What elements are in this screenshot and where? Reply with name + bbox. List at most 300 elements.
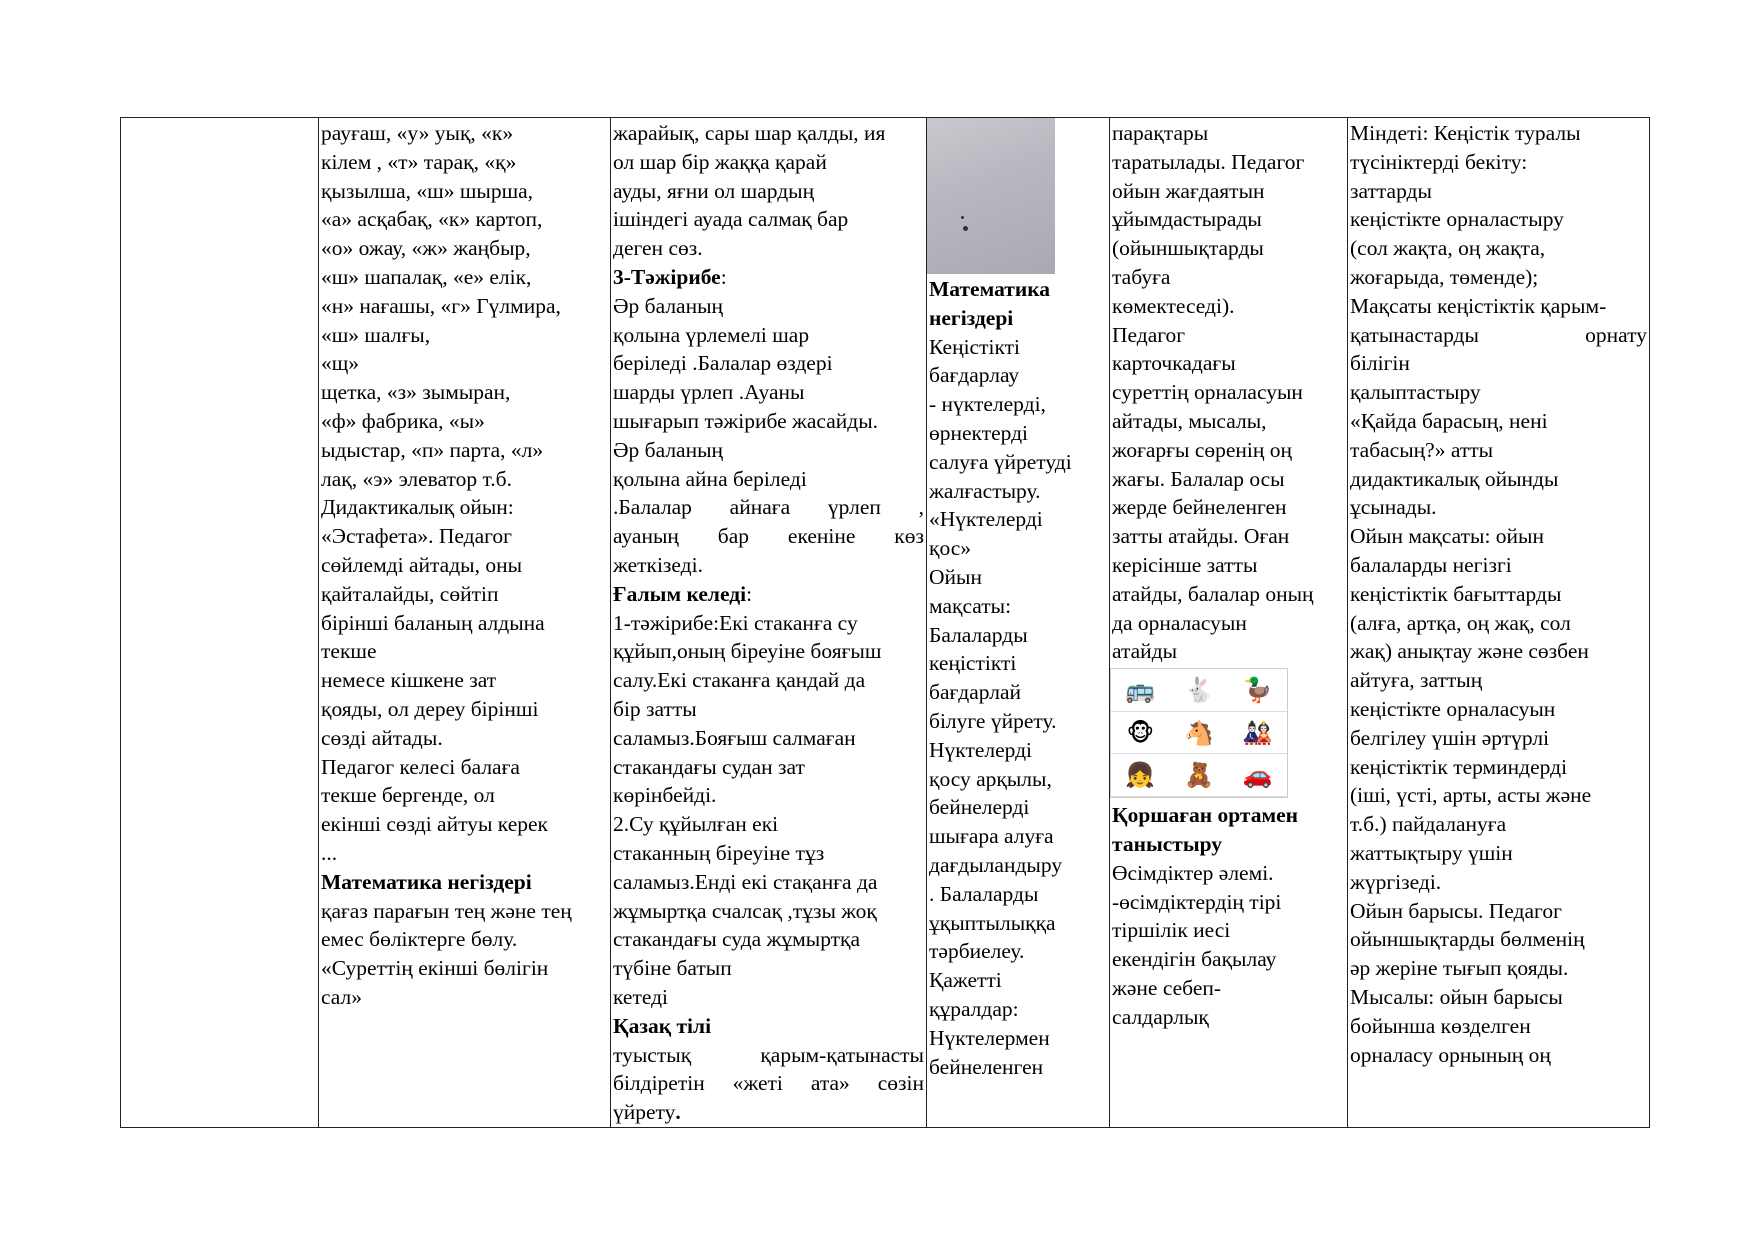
- line-text: ыдыстар, «п» парта, «л»: [321, 437, 544, 462]
- table-row: [121, 118, 1650, 1128]
- line-text: жоғарғы сөренің оң: [1112, 437, 1293, 462]
- line-text: ішіндегі ауада салмақ бар: [613, 207, 849, 232]
- text-line: [613, 724, 924, 753]
- text-line: [929, 765, 1107, 794]
- line-text: да орналасуын: [1112, 610, 1247, 635]
- line-text: саламыз.Енді екі стақанға да: [613, 869, 878, 894]
- line-text: белгілеу үшін әртүрлі: [1350, 725, 1550, 750]
- line-text: жерде бейнеленген: [1112, 495, 1287, 520]
- line-text: дағдыландыру: [929, 852, 1063, 877]
- line-text: мақсаты:: [929, 593, 1012, 618]
- line-text: керісінше затты: [1112, 552, 1258, 577]
- line-text: сөйлемді айтады, оны: [321, 552, 523, 577]
- text-line: [929, 678, 1107, 707]
- text-line: [929, 937, 1107, 966]
- line-text: салуға үйретуді: [929, 449, 1072, 474]
- text-line: [1112, 465, 1345, 494]
- text-line: [1350, 493, 1647, 522]
- line-text: «Қайда барасың, нені: [1350, 408, 1548, 433]
- text-line: [321, 839, 608, 868]
- line-text: саламыз.Бояғыш салмаған: [613, 725, 856, 750]
- line-text: (іші, үсті, арты, асты және: [1350, 783, 1592, 808]
- text-line: [1112, 637, 1345, 666]
- text-line: [1112, 436, 1345, 465]
- text-line: [613, 378, 924, 407]
- text-line: [613, 436, 924, 465]
- line-text: туыстық қарым-қатынасты: [613, 1042, 924, 1067]
- text-line: [613, 897, 924, 926]
- line-text: бейнеленген: [929, 1054, 1044, 1079]
- text-line: [613, 205, 924, 234]
- line-text: түбіне батып: [613, 956, 732, 981]
- text-line: [1112, 493, 1345, 522]
- text-line: [321, 205, 608, 234]
- line-text: Ойын барысы. Педагог: [1350, 898, 1562, 923]
- text-line: [321, 781, 608, 810]
- text-line: [1350, 1041, 1647, 1070]
- text-line: [1350, 839, 1647, 868]
- text-line: [929, 275, 1107, 304]
- cheburashka-toy-icon: 🐵: [1111, 712, 1170, 755]
- line-text: ұсынады.: [1350, 495, 1437, 520]
- text-line: [1350, 580, 1647, 609]
- text-line: [613, 493, 924, 522]
- text-line: [1350, 983, 1647, 1012]
- text-line: [321, 810, 608, 839]
- empty-cell: [121, 118, 319, 1128]
- line-text: құйып,оның біреуіне бояғыш: [613, 639, 882, 664]
- text-line: [1112, 119, 1345, 148]
- text-line: [929, 361, 1107, 390]
- line-text: балаларды негізгі: [1350, 552, 1512, 577]
- text-line: [321, 954, 608, 983]
- line-text: Математика: [929, 277, 1051, 301]
- cell-col5: [1110, 118, 1348, 1128]
- line-text: «о» ожау, «ж» жаңбыр,: [321, 236, 531, 261]
- line-text: тәрбиелеу.: [929, 939, 1025, 964]
- text-line: [1112, 580, 1345, 609]
- line-text: бір затты: [613, 696, 697, 721]
- line-text: Математика негіздері: [321, 869, 532, 894]
- text-line: [1112, 830, 1345, 859]
- line-text: емес бөліктерге бөлу.: [321, 927, 518, 952]
- line-text: :: [746, 581, 753, 606]
- text-line: [1350, 810, 1647, 839]
- text-line: [1350, 119, 1647, 148]
- text-line: [613, 954, 924, 983]
- text-line: [613, 349, 924, 378]
- text-line: [613, 234, 924, 263]
- text-line: [613, 868, 924, 897]
- line-text: таныстыру: [1112, 831, 1223, 856]
- text-line: [1350, 522, 1647, 551]
- text-line: [929, 477, 1107, 506]
- line-text: Мақсаты кеңістіктік қарым-: [1350, 293, 1607, 318]
- text-line: [1350, 205, 1647, 234]
- text-line: [929, 736, 1107, 765]
- line-text: табуға: [1112, 264, 1171, 289]
- line-text: білігін: [1350, 351, 1410, 376]
- line-text: Қажетті: [929, 968, 1002, 993]
- line-text: немесе кішкене зат: [321, 668, 497, 693]
- text-line: [613, 1041, 924, 1070]
- text-line: [613, 609, 924, 638]
- line-text: жақ) анықтау және сөзбен: [1350, 639, 1589, 664]
- text-line: [929, 995, 1107, 1024]
- line-text: сөзді айтады.: [321, 725, 443, 750]
- line-text: ауаның бар екеніне көз: [613, 524, 924, 549]
- label-sep: :: [720, 264, 727, 289]
- line-text: көрінбейді.: [613, 783, 717, 808]
- line-text: .Балалар айнаға үрлеп ,: [613, 495, 924, 520]
- text-line: [1112, 522, 1345, 551]
- line-text: бірінші баланың алдына: [321, 610, 545, 635]
- text-line: [929, 448, 1107, 477]
- line-text: қосу арқылы,: [929, 766, 1052, 791]
- text-line: [929, 1024, 1107, 1053]
- text-line: [929, 1053, 1107, 1082]
- line-text: жеткізеді.: [613, 552, 703, 577]
- line-text: Кеңістікті: [929, 334, 1020, 359]
- line-text: Ойын мақсаты: ойын: [1350, 524, 1544, 549]
- text-line: [929, 534, 1107, 563]
- balloon-experiment-photo: [927, 118, 1056, 274]
- line-text: т.б.) пайдалануға: [1350, 812, 1507, 837]
- bear-toy-icon: 🧸: [1170, 754, 1229, 797]
- text-line: [1112, 205, 1345, 234]
- line-text: сал»: [321, 984, 363, 1009]
- line-text: «Эстафета». Педагог: [321, 524, 512, 549]
- text-line: [1350, 321, 1647, 350]
- girl-toy-icon: 👧: [1111, 754, 1170, 797]
- text-line: [321, 292, 608, 321]
- line-text: деген сөз.: [613, 236, 703, 261]
- plan-table: [120, 117, 1650, 1128]
- line-text: көмектеседі).: [1112, 293, 1235, 318]
- text-line: [613, 119, 924, 148]
- line-text: салдарлық: [1112, 1004, 1209, 1029]
- line-text: Қоршаған ортамен: [1112, 803, 1299, 828]
- line-text: қайталайды, сөйтіп: [321, 581, 499, 606]
- line-text: екендігін бақылау: [1112, 947, 1277, 972]
- line-text: ұқыптылыққа: [929, 910, 1056, 935]
- text-line: [1350, 753, 1647, 782]
- line-text: заттарды: [1350, 178, 1432, 203]
- text-line: [321, 465, 608, 494]
- line-text: жарайық, сары шар қалды, ия: [613, 121, 886, 145]
- text-line: [1112, 551, 1345, 580]
- text-line: [929, 822, 1107, 851]
- line-text: қолына үрлемелі шар: [613, 322, 810, 347]
- text-line: [613, 1098, 924, 1127]
- text-line: [929, 592, 1107, 621]
- car-toy-icon: 🚗: [1228, 754, 1287, 797]
- line-text: кеңістіктік бағыттарды: [1350, 581, 1562, 606]
- line-text: қағаз парағын тең және тең: [321, 898, 572, 923]
- text-line: [613, 1069, 924, 1098]
- line-text: таратылады. Педагог: [1112, 149, 1305, 174]
- line-text: «Суреттің екінші бөлігін: [321, 956, 549, 981]
- line-text: Қазақ тілі: [613, 1013, 712, 1038]
- text-line: [1350, 349, 1647, 378]
- text-line: [321, 119, 608, 148]
- line-text: Міндеті: Кеңістік туралы: [1350, 121, 1581, 145]
- text-line: [1350, 609, 1647, 638]
- text-line: [1350, 263, 1647, 292]
- duck-toy-icon: 🦆: [1228, 669, 1287, 712]
- text-line: [1112, 1003, 1345, 1032]
- text-line: [1112, 177, 1345, 206]
- text-line: [1350, 177, 1647, 206]
- line-tail: .: [675, 1100, 681, 1125]
- line-text: қатынастарды орнату: [1350, 322, 1647, 347]
- text-line: [1112, 349, 1345, 378]
- text-line: [929, 304, 1107, 333]
- line-text: Педагог: [1112, 322, 1186, 347]
- line-text: үйрету: [613, 1100, 676, 1125]
- line-text: қалыптастыру: [1350, 380, 1481, 405]
- line-text: суреттің орналасуын: [1112, 380, 1303, 405]
- text-line: [321, 522, 608, 551]
- text-line: [1350, 637, 1647, 666]
- text-line: [613, 522, 924, 551]
- text-line: [1350, 436, 1647, 465]
- line-text: дидактикалық ойынды: [1350, 466, 1559, 491]
- line-text: бойынша көзделген: [1350, 1013, 1531, 1038]
- text-line: [1112, 234, 1345, 263]
- line-text: табасың?» атты: [1350, 437, 1494, 462]
- text-line: [321, 925, 608, 954]
- line-text: қос»: [929, 536, 972, 561]
- line-text: кетеді: [613, 984, 669, 1009]
- text-line: [1112, 916, 1345, 945]
- text-line: [1112, 378, 1345, 407]
- text-line: [1350, 234, 1647, 263]
- text-line: [321, 983, 608, 1012]
- line-text: және себеп-: [1112, 975, 1222, 1000]
- line-text: жағы. Балалар осы: [1112, 466, 1285, 491]
- text-line: [1350, 551, 1647, 580]
- line-text: қызылша, «ш» шырша,: [321, 178, 534, 203]
- text-line: [929, 851, 1107, 880]
- text-line: [613, 580, 924, 609]
- line-text: рауғаш, «у» уық, «к»: [321, 121, 514, 145]
- line-text: қолына айна беріледі: [613, 466, 807, 491]
- line-text: кеңістікте орналастыру: [1350, 207, 1564, 232]
- line-text: салу.Екі стаканға қандай да: [613, 668, 866, 693]
- line-text: «н» нағашы, «г» Гүлмира,: [321, 293, 561, 318]
- line-text: ол шар бір жаққа қарай: [613, 149, 827, 174]
- text-line: [321, 407, 608, 436]
- text-line: [613, 753, 924, 782]
- line-text: ауды, яғни ол шардың: [613, 178, 815, 203]
- line-text: Әр баланың: [613, 437, 724, 462]
- text-line: [929, 649, 1107, 678]
- line-text: айтады, мысалы,: [1112, 408, 1267, 433]
- line-text: ұйымдастырады: [1112, 207, 1262, 232]
- text-line: [321, 493, 608, 522]
- line-text: Балаларды: [929, 622, 1028, 647]
- text-line: [929, 909, 1107, 938]
- line-text: Нүктелермен: [929, 1025, 1050, 1050]
- line-text: Өсімдіктер әлемі.: [1112, 860, 1274, 885]
- line-text: стакандағы судан зат: [613, 754, 805, 779]
- text-line: [321, 637, 608, 666]
- text-line: [1112, 292, 1345, 321]
- line-text: «щ»: [321, 351, 360, 376]
- line-text: атайды: [1112, 639, 1178, 664]
- line-text: екінші сөзді айтуы керек: [321, 812, 548, 837]
- line-text: білуге үйрету.: [929, 708, 1057, 733]
- text-line: [1350, 148, 1647, 177]
- line-text: «ш» шапалақ, «е» елік,: [321, 264, 532, 289]
- text-line: [929, 966, 1107, 995]
- line-text: жүргізеді.: [1350, 869, 1442, 894]
- line-text: бейнелерді: [929, 795, 1030, 820]
- text-line: [929, 390, 1107, 419]
- text-line: [613, 407, 924, 436]
- line-text: айтуға, заттың: [1350, 668, 1483, 693]
- text-line: [1350, 407, 1647, 436]
- bunny-toy-icon: 🐇: [1170, 669, 1229, 712]
- line-text: «ф» фабрика, «ы»: [321, 408, 485, 433]
- text-line: [1350, 781, 1647, 810]
- line-text: текше: [321, 639, 377, 664]
- text-line: [1350, 1012, 1647, 1041]
- line-text: ойыншықтарды бөлменің: [1350, 927, 1585, 952]
- line-text: жаттықтыру үшін: [1350, 840, 1513, 865]
- line-text: щетка, «з» зымыран,: [321, 380, 511, 405]
- line-text: кеңістікті: [929, 651, 1017, 676]
- text-line: [1350, 925, 1647, 954]
- line-text: стаканның біреуіне тұз: [613, 840, 825, 865]
- cell-col4: [927, 118, 1110, 1128]
- line-text: құралдар:: [929, 996, 1019, 1021]
- text-line: [1112, 321, 1345, 350]
- text-line: [1112, 974, 1345, 1003]
- text-line: [613, 1012, 924, 1041]
- text-line: [613, 148, 924, 177]
- cell-col6: [1348, 118, 1650, 1128]
- text-line: [1112, 888, 1345, 917]
- cell-col2: [319, 118, 611, 1128]
- text-line: [321, 897, 608, 926]
- line-text: «Нүктелерді: [929, 507, 1043, 532]
- text-line: [929, 707, 1107, 736]
- line-text: «ш» шалғы,: [321, 322, 431, 347]
- line-text: қояды, ол дереу бірінші: [321, 696, 539, 721]
- text-line: [1350, 695, 1647, 724]
- line-text: әр жеріне тығып қояды.: [1350, 956, 1569, 981]
- line-text: лақ, «э» элеватор т.б.: [321, 466, 512, 491]
- line-text: бағдарлай: [929, 680, 1022, 705]
- text-line: [613, 666, 924, 695]
- line-text: жалғастыру.: [929, 478, 1041, 503]
- text-line: [613, 839, 924, 868]
- line-text: білдіретін «жеті ата» сөзін: [613, 1071, 924, 1096]
- text-line: [321, 436, 608, 465]
- text-line: [321, 378, 608, 407]
- text-line: [1112, 263, 1345, 292]
- text-line: [1350, 868, 1647, 897]
- text-line: [613, 321, 924, 350]
- text-line: [321, 724, 608, 753]
- line-text: карточкадағы: [1112, 351, 1236, 376]
- text-line: [929, 419, 1107, 448]
- text-line: [1112, 148, 1345, 177]
- text-line: [929, 563, 1107, 592]
- line-text: ойын жағдаятын: [1112, 178, 1265, 203]
- line-text: парақтары: [1112, 121, 1209, 145]
- line-text: Педагог келесі балаға: [321, 754, 520, 779]
- text-line: [929, 505, 1107, 534]
- text-line: [321, 234, 608, 263]
- text-line: [1350, 954, 1647, 983]
- line-text: - нүктелерді,: [929, 392, 1046, 417]
- line-text: (алға, артқа, оң жақ, сол: [1350, 610, 1571, 635]
- line-text: түсініктерді бекіту:: [1350, 149, 1528, 174]
- line-text: Нүктелерді: [929, 737, 1033, 762]
- line-text: өрнектерді: [929, 420, 1029, 445]
- line-text: Әр баланың: [613, 293, 724, 318]
- text-line: [1112, 859, 1345, 888]
- line-text: 1-тәжірибе:Екі стаканға су: [613, 610, 858, 635]
- text-line: [321, 321, 608, 350]
- text-line: [1112, 801, 1345, 830]
- text-line: [613, 810, 924, 839]
- text-line: [1350, 666, 1647, 695]
- text-line: [1350, 465, 1647, 494]
- text-line: [1350, 897, 1647, 926]
- text-line: [929, 333, 1107, 362]
- line-text: негіздері: [929, 305, 1014, 330]
- line-text: бағдарлау: [929, 363, 1020, 388]
- line-text: шығарып тәжірибе жасайды.: [613, 408, 879, 433]
- text-line: [321, 148, 608, 177]
- text-line: [321, 349, 608, 378]
- text-line: [613, 983, 924, 1012]
- line-text: жұмыртқа счалсақ ,тұзы жоқ: [613, 898, 877, 923]
- bus-toy-icon: 🚌: [1111, 669, 1170, 712]
- text-line: [1350, 724, 1647, 753]
- text-line: [1350, 378, 1647, 407]
- text-line: [321, 177, 608, 206]
- line-text: (ойыншықтарды: [1112, 236, 1264, 261]
- line-text: кілем , «т» тарақ, «қ»: [321, 149, 517, 174]
- text-line: [1350, 292, 1647, 321]
- line-text: ...: [321, 840, 338, 865]
- text-line: [613, 781, 924, 810]
- line-text: затты атайды. Оған: [1112, 524, 1290, 549]
- line-text: шығара алуға: [929, 824, 1054, 849]
- text-line: [321, 263, 608, 292]
- text-line: [929, 621, 1107, 650]
- line-text: 2.Су құйылған екі: [613, 812, 779, 837]
- text-line: [321, 551, 608, 580]
- text-line: [613, 551, 924, 580]
- text-line: [1112, 609, 1345, 638]
- line-text: Дидактикалық ойын:: [321, 495, 514, 520]
- text-line: [321, 695, 608, 724]
- text-line: [613, 637, 924, 666]
- line-text: (сол жақта, оң жақта,: [1350, 236, 1546, 261]
- line-text: атайды, балалар оның: [1112, 581, 1314, 606]
- text-line: [613, 925, 924, 954]
- line-text: беріледі .Балалар өздері: [613, 351, 833, 376]
- line-text: кеңістіктік терминдерді: [1350, 754, 1568, 779]
- text-line: [321, 666, 608, 695]
- line-text: тіршілік иесі: [1112, 918, 1231, 943]
